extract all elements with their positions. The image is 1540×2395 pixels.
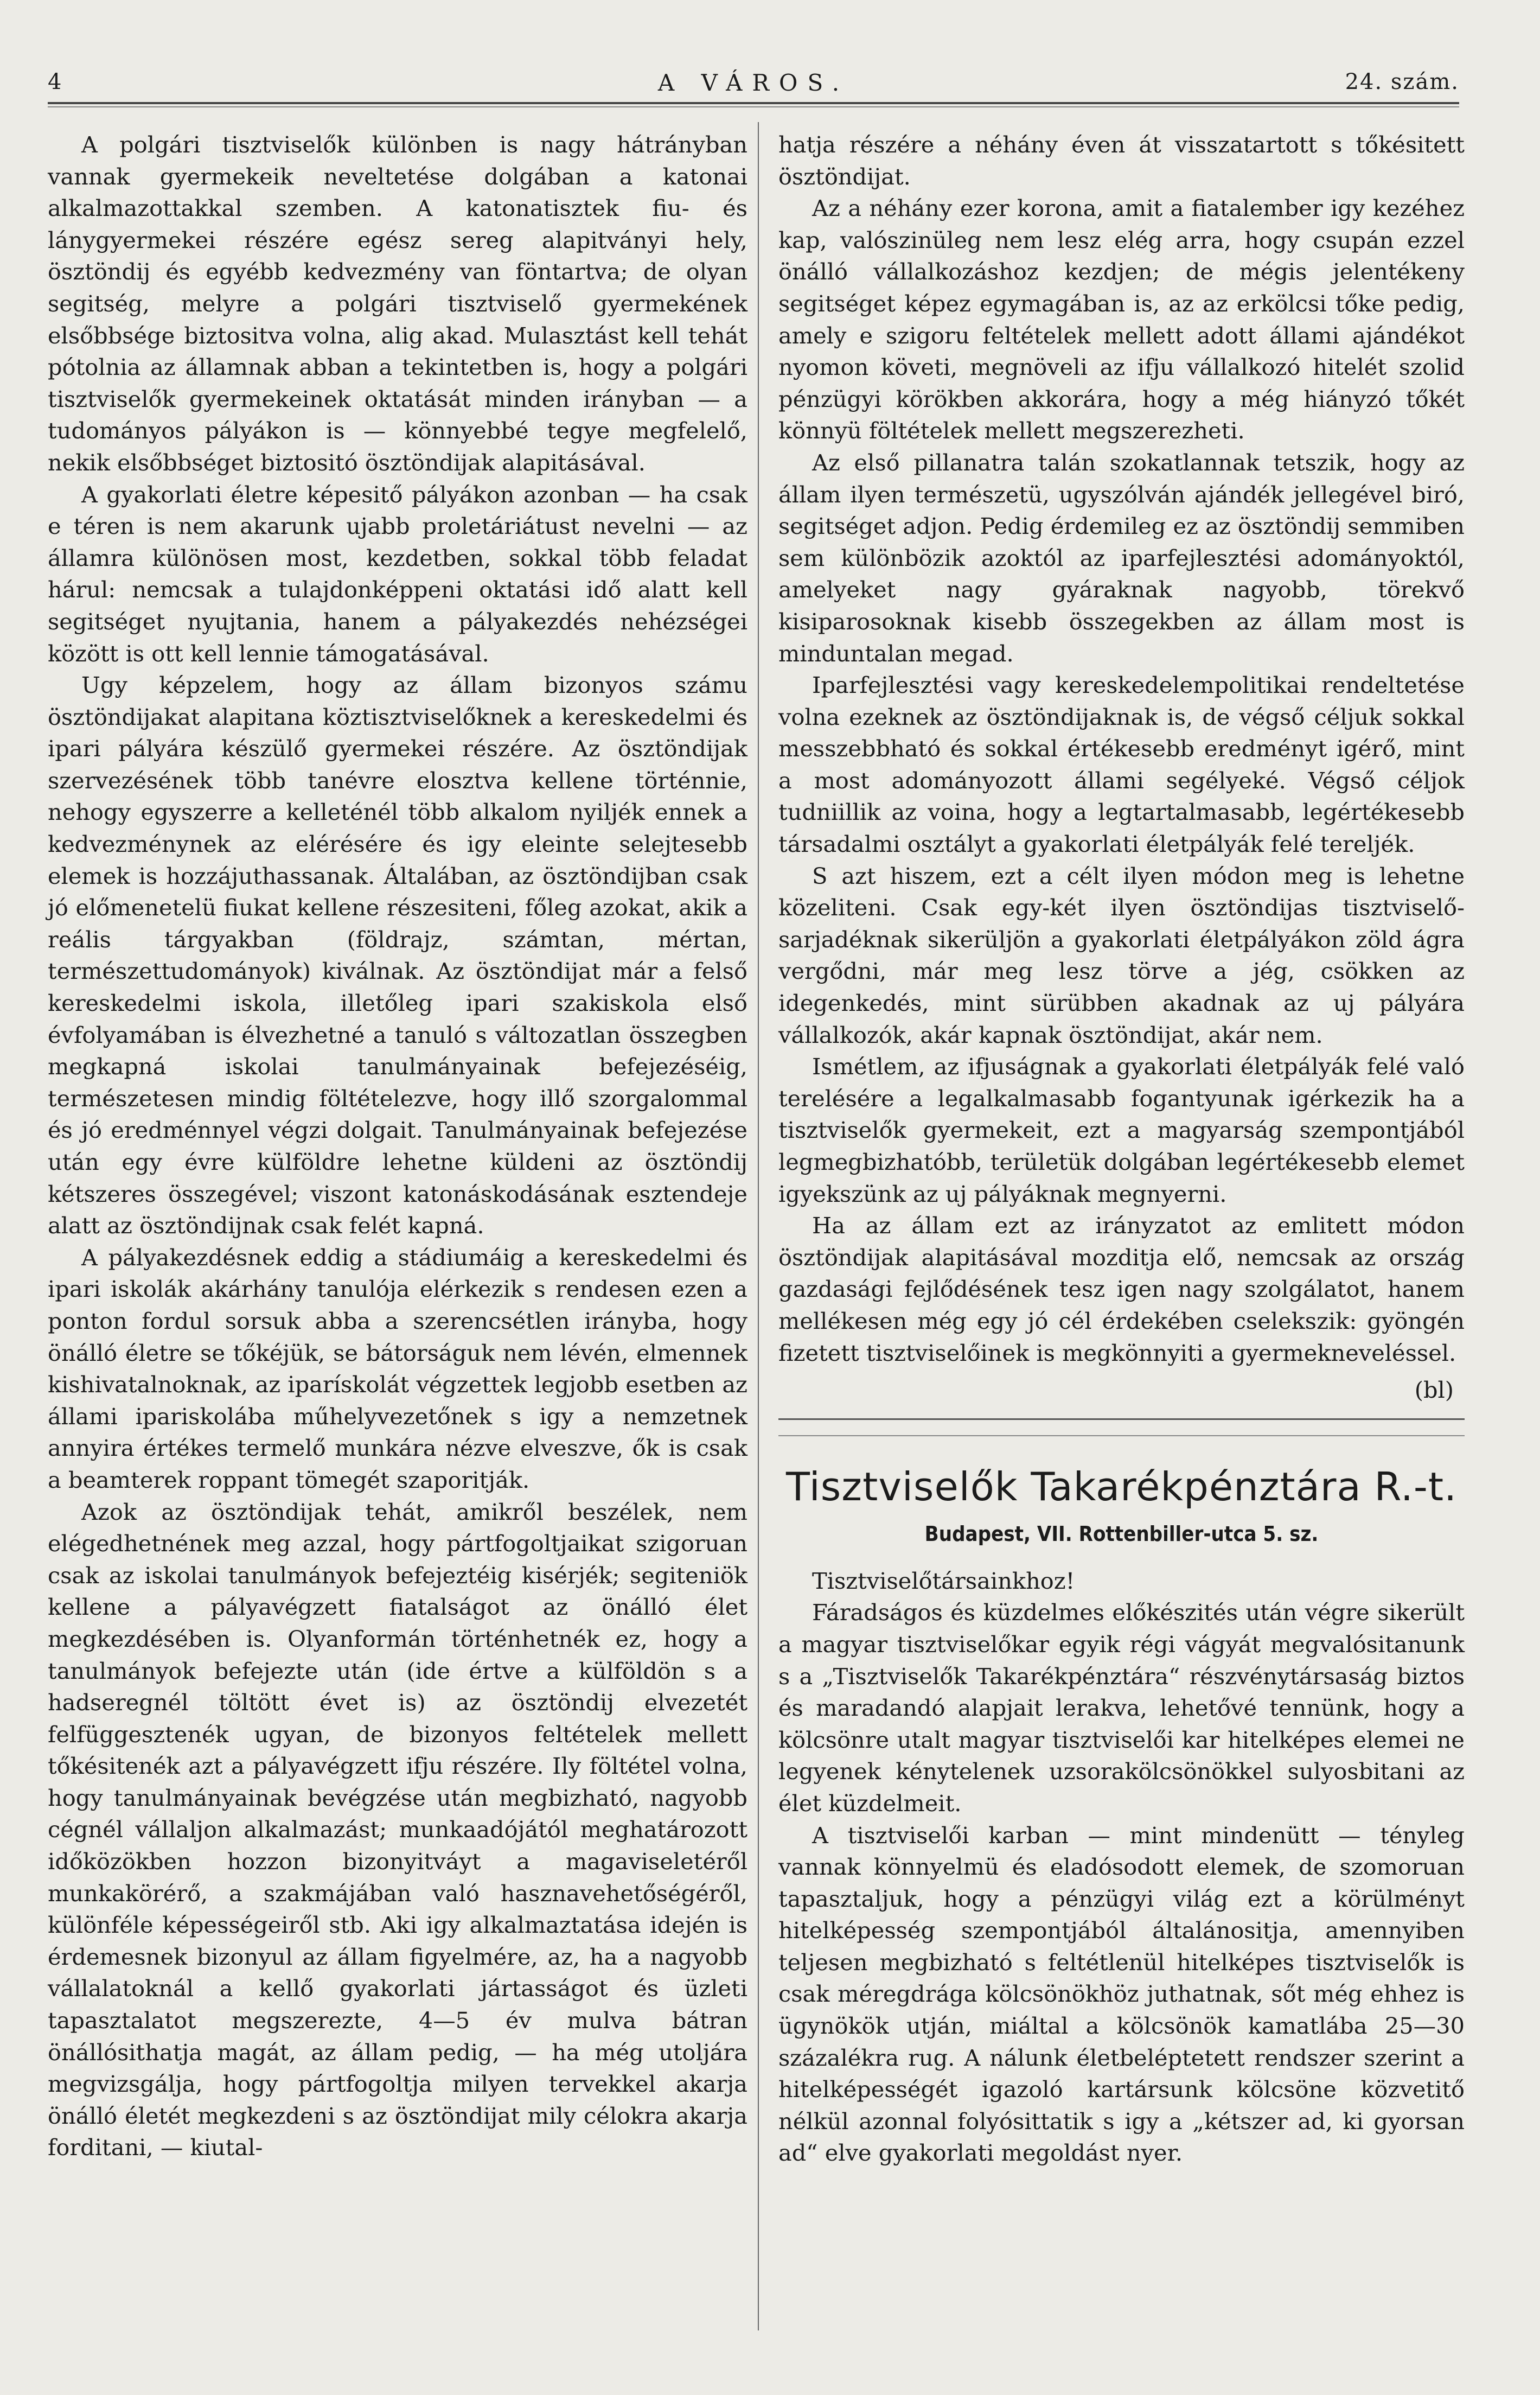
- section-title: Tisztviselők Takarékpénztára R.-t.: [786, 1463, 1457, 1509]
- header-rule-thin: [48, 106, 1459, 107]
- article-paragraph: A pályakezdésnek eddig a stádiumáig a kereskedelmi és ipari iskolák akárhány tanulója elérkezik s rendesen ezen a ponton fordul sorsuk abba a szerencsétlen irányba, hogy önálló életre se tőkéjük, se bátorságuk nem lévén, elmennek kishivatalnoknak, az iparískolát végzettek legjobb esetben az állami ipariskolába műhelyvezetőnek s igy a nemzetnek annyira értékes termelő munkára nézve elveszve, ők is csak a beamterek roppant tömegét szaporitják.: [48, 1244, 747, 1493]
- article-paragraph: Ismétlem, az ifjuságnak a gyakorlati életpályák felé való terelésére a legalkalmasabb fogantyunak igérkezik ha a tisztviselők gyermekeit, ezt a magyarság szempontjából legmegbizhatóbb, területük dolgában legértékesebb elemet igyekszünk az uj pályáknak megnyerni.: [778, 1053, 1465, 1207]
- right-column: [778, 129, 1465, 2169]
- article-paragraph: Azok az ösztöndijak tehát, amikről beszélek, nem elégedhetnének meg azzal, hogy pártfogoltjaikat szigoruan csak az iskolai tanulmányok befejeztéig kisérjék; segiteniök kellene a pályavégzett fiatalságot az önálló élet megkezdésében is. Olyanformán történhetnék ez, hogy a tanulmányok befejezte után (ide értve a külföldön s a hadseregnél töltött évet is) az ösztöndij elvezetét felfüggesztenék ugyan, de bizonyos feltételek mellett tőkésitenék azt a pályavégzett ifju részére. Ily föltétel volna, hogy tanulmányainak bevégzése után megbizható, nagyobb cégnél vállaljon alkalmazást; munkaadójától meghatározott időközökben hozzon bizonyitváyt a magaviseletéről munkakörérő, a szakmájában való hasznavehetőségéről, különféle képességeiről stb. Aki igy alkalmaztatása idején is érdemesnek bizonyul az állam figyelmére, az, ha a nagyobb vállalatoknál a kellő gyakorlati jártasságot és üzleti tapasztalatot megszerezte, 4—5 év mulva bátran önállósithatja magát, az állam pedig, — ha még utoljára megvizsgálja, hogy pártfogoltja milyen tervekkel akarja önálló életét megkezdeni s az ösztöndijat mily célokra akarja forditani, — kiutal-: [48, 1498, 747, 2161]
- section-divider: [778, 1418, 1465, 1420]
- issue-number: 24. szám.: [1345, 69, 1459, 94]
- section-paragraph: Fáradságos és küzdelmes előkészités után végre sikerült a magyar tisztviselőkar egyik régi vágyát megvalósitanunk s a „Tisztviselők Takarékpénztára“ részvénytársaság biztos és maradandó alapjait lerakva, lehetővé tennünk, hogy a kölcsönre utalt magyar tisztviselői kar hitelképes elemei ne legyenek kénytelenek uzsorakölcsönökkel sulyosbitani az élet küzdelmeit.: [778, 1599, 1465, 1817]
- article-paragraph: Iparfejlesztési vagy kereskedelempolitikai rendeltetése volna ezeknek az ösztöndijaknak is, de végső céljuk sokkal messzebbható és sokkal értékesebb eredményt igérő, mint a most adományozott állami segélyeké. Végső céljok tudniillik az voina, hogy a legtartalmasabb, legértékesebb társadalmi osztályt a gyakorlati életpályák felé tereljék.: [778, 672, 1465, 858]
- article-paragraph: Ugy képzelem, hogy az állam bizonyos számu ösztöndijakat alapitana köztisztviselőknek a kereskedelmi és ipari pályára készülő gyermekei részére. Az ösztöndijak szervezésének több tanévre elosztva kellene történnie, nehogy egyszerre a kelleténél több alkalom nyiljék ennek a kedvezménynek az elérésére és igy eleinte selejtesebb elemek is hozzájuthassanak. Általában, az ösztöndijban csak jó előmenetelü fiukat kellene részesiteni, főleg azokat, akik a reális tárgyakban (földrajz, számtan, mértan, természettudományok) kiválnak. Az ösztöndijat már a felső kereskedelmi iskola, illetőleg ipari szakiskola első évfolyamában is élvezhetné a tanuló s változatlan összegben megkapná iskolai tanulmányainak befejezéséig, természetesen mindig föltételezve, hogy illő szorgalommal és jó eredménnyel végzi dolgait. Tanulmányainak befejezése után egy évre külföldre lehetne küldeni az ösztöndij kétszeres összegével; viszont katonáskodásának esztendeje alatt az ösztöndijnak csak felét kapná.: [48, 672, 747, 1239]
- article-paragraph: Ha az állam ezt az irányzatot az emlitett módon ösztöndijak alapitásával mozditja elő, nemcsak az ország gazdasági fejlődésének tesz igen nagy szolgálatot, hanem mellékesen még egy jó cél érdekében cselekszik: gyöngén fizetett tisztviselőinek is megkönnyiti a gyermekneveléssel.: [778, 1212, 1465, 1366]
- left-column: [48, 129, 747, 2164]
- article-paragraph: S azt hiszem, ezt a célt ilyen módon meg is lehetne közeliteni. Csak egy-két ilyen ösztöndijas tisztviselő-sarjadéknak sikerüljön a gyakorlati életpályákon zöld ágra vergődni, már meg lesz törve a jég, csökken az idegenkedés, mint sürübben akadnak az uj pályára vállalkozók, akár kapnak ösztöndijat, akár nem.: [778, 862, 1465, 1048]
- page-number: 4: [48, 69, 63, 94]
- article-paragraph: Az a néhány ezer korona, amit a fiatalember igy kezéhez kap, valószinüleg nem lesz elég arra, hogy csupán ezzel önálló vállalkozáshoz kezdjen; de mégis jelentékeny segitséget képez egymagában is, az az erkölcsi tőke pedig, amely e szigoru feltételek mellett adott állami ajándékot nyomon követi, megnöveli az ifju vállalkozó hitelét szolid pénzügyi körökben akkorára, hogy a még hiányzó tőkét könnyü föltételek mellett megszerezheti.: [778, 195, 1465, 444]
- column-divider: [758, 122, 759, 2330]
- section-paragraph: A tisztviselői karban — mint mindenütt — tényleg vannak könnyelmü és eladósodott elemek, de szomoruan tapasztaljuk, hogy a pénzügyi világ ezt a körülményt hitelképesség szempontjából általánositja, amennyiben teljesen megbizható s feltétlenül hitelképes tisztviselők is csak méregdrága kölcsönökhöz juthatnak, sőt még ehhez is ügynökök utján, miáltal a kölcsönök kamatlába 25—30 százalékra rug. A nálunk életbeléptetett rendszer szerint a hitelképességét igazoló kartársunk kölcsöne közvetitő nélkül azonnal folyósittatik s igy a „kétszer ad, ki gyorsan ad“ elve gyakorlati megoldást nyer.: [778, 1821, 1465, 2167]
- header-rule: [48, 102, 1459, 104]
- section-divider-thin: [778, 1435, 1465, 1436]
- article-paragraph: Az első pillanatra talán szokatlannak tetszik, hogy az állam ilyen természetü, ugyszólván ajándék jellegével biró, segitséget adjon. Pedig érdemileg ez az ösztöndij semmiben sem különbözik azoktól az iparfejlesztési adományoktól, amelyeket nagy gyáraknak nagyobb, törekvő kisiparosoknak kisebb összegekben az állam most is minduntalan megad.: [778, 449, 1465, 667]
- article-paragraph: A gyakorlati életre képesitő pályákon azonban — ha csak e téren is nem akarunk ujabb proletáriátust nevelni — az államra különösen most, kezdetben, sokkal több feladat hárul: nemcsak a tulajdonképpeni oktatási idő alatt kell segitséget nyujtania, hanem a pályakezdés nehézségei között is ott kell lennie támogatásával.: [48, 481, 747, 667]
- author-signature: (bl): [1414, 1377, 1454, 1404]
- article-paragraph: A polgári tisztviselők különben is nagy hátrányban vannak gyermekeik neveltetése dolgában a katonai alkalmazottakkal szemben. A katonatisztek fiu- és lánygyermekei részére egész sereg alapitványi hely, ösztöndij és egyébb kedvezmény van föntartva; de olyan segitség, melyre a polgári tisztviselő gyermekének elsőbbsége biztositva volna, alig akad. Mulasztást kell tehát pótolnia az államnak abban a tekintetben is, hogy a polgári tisztviselők gyermekeinek oktatását minden irányban — a tudományos pályákon is — könnyebbé tegye megfelelő, nekik elsőbbséget biztositó ösztöndijak alapitásával.: [48, 131, 747, 476]
- section-address: Budapest, VII. Rottenbiller-utca 5. sz.: [924, 1521, 1319, 1546]
- publication-title: A VÁROS.: [657, 69, 849, 96]
- section-greeting: Tisztviselőtársainkhoz!: [812, 1567, 1075, 1594]
- article-paragraph: hatja részére a néhány éven át visszatartott s tőkésitett ösztöndijat.: [778, 131, 1465, 190]
